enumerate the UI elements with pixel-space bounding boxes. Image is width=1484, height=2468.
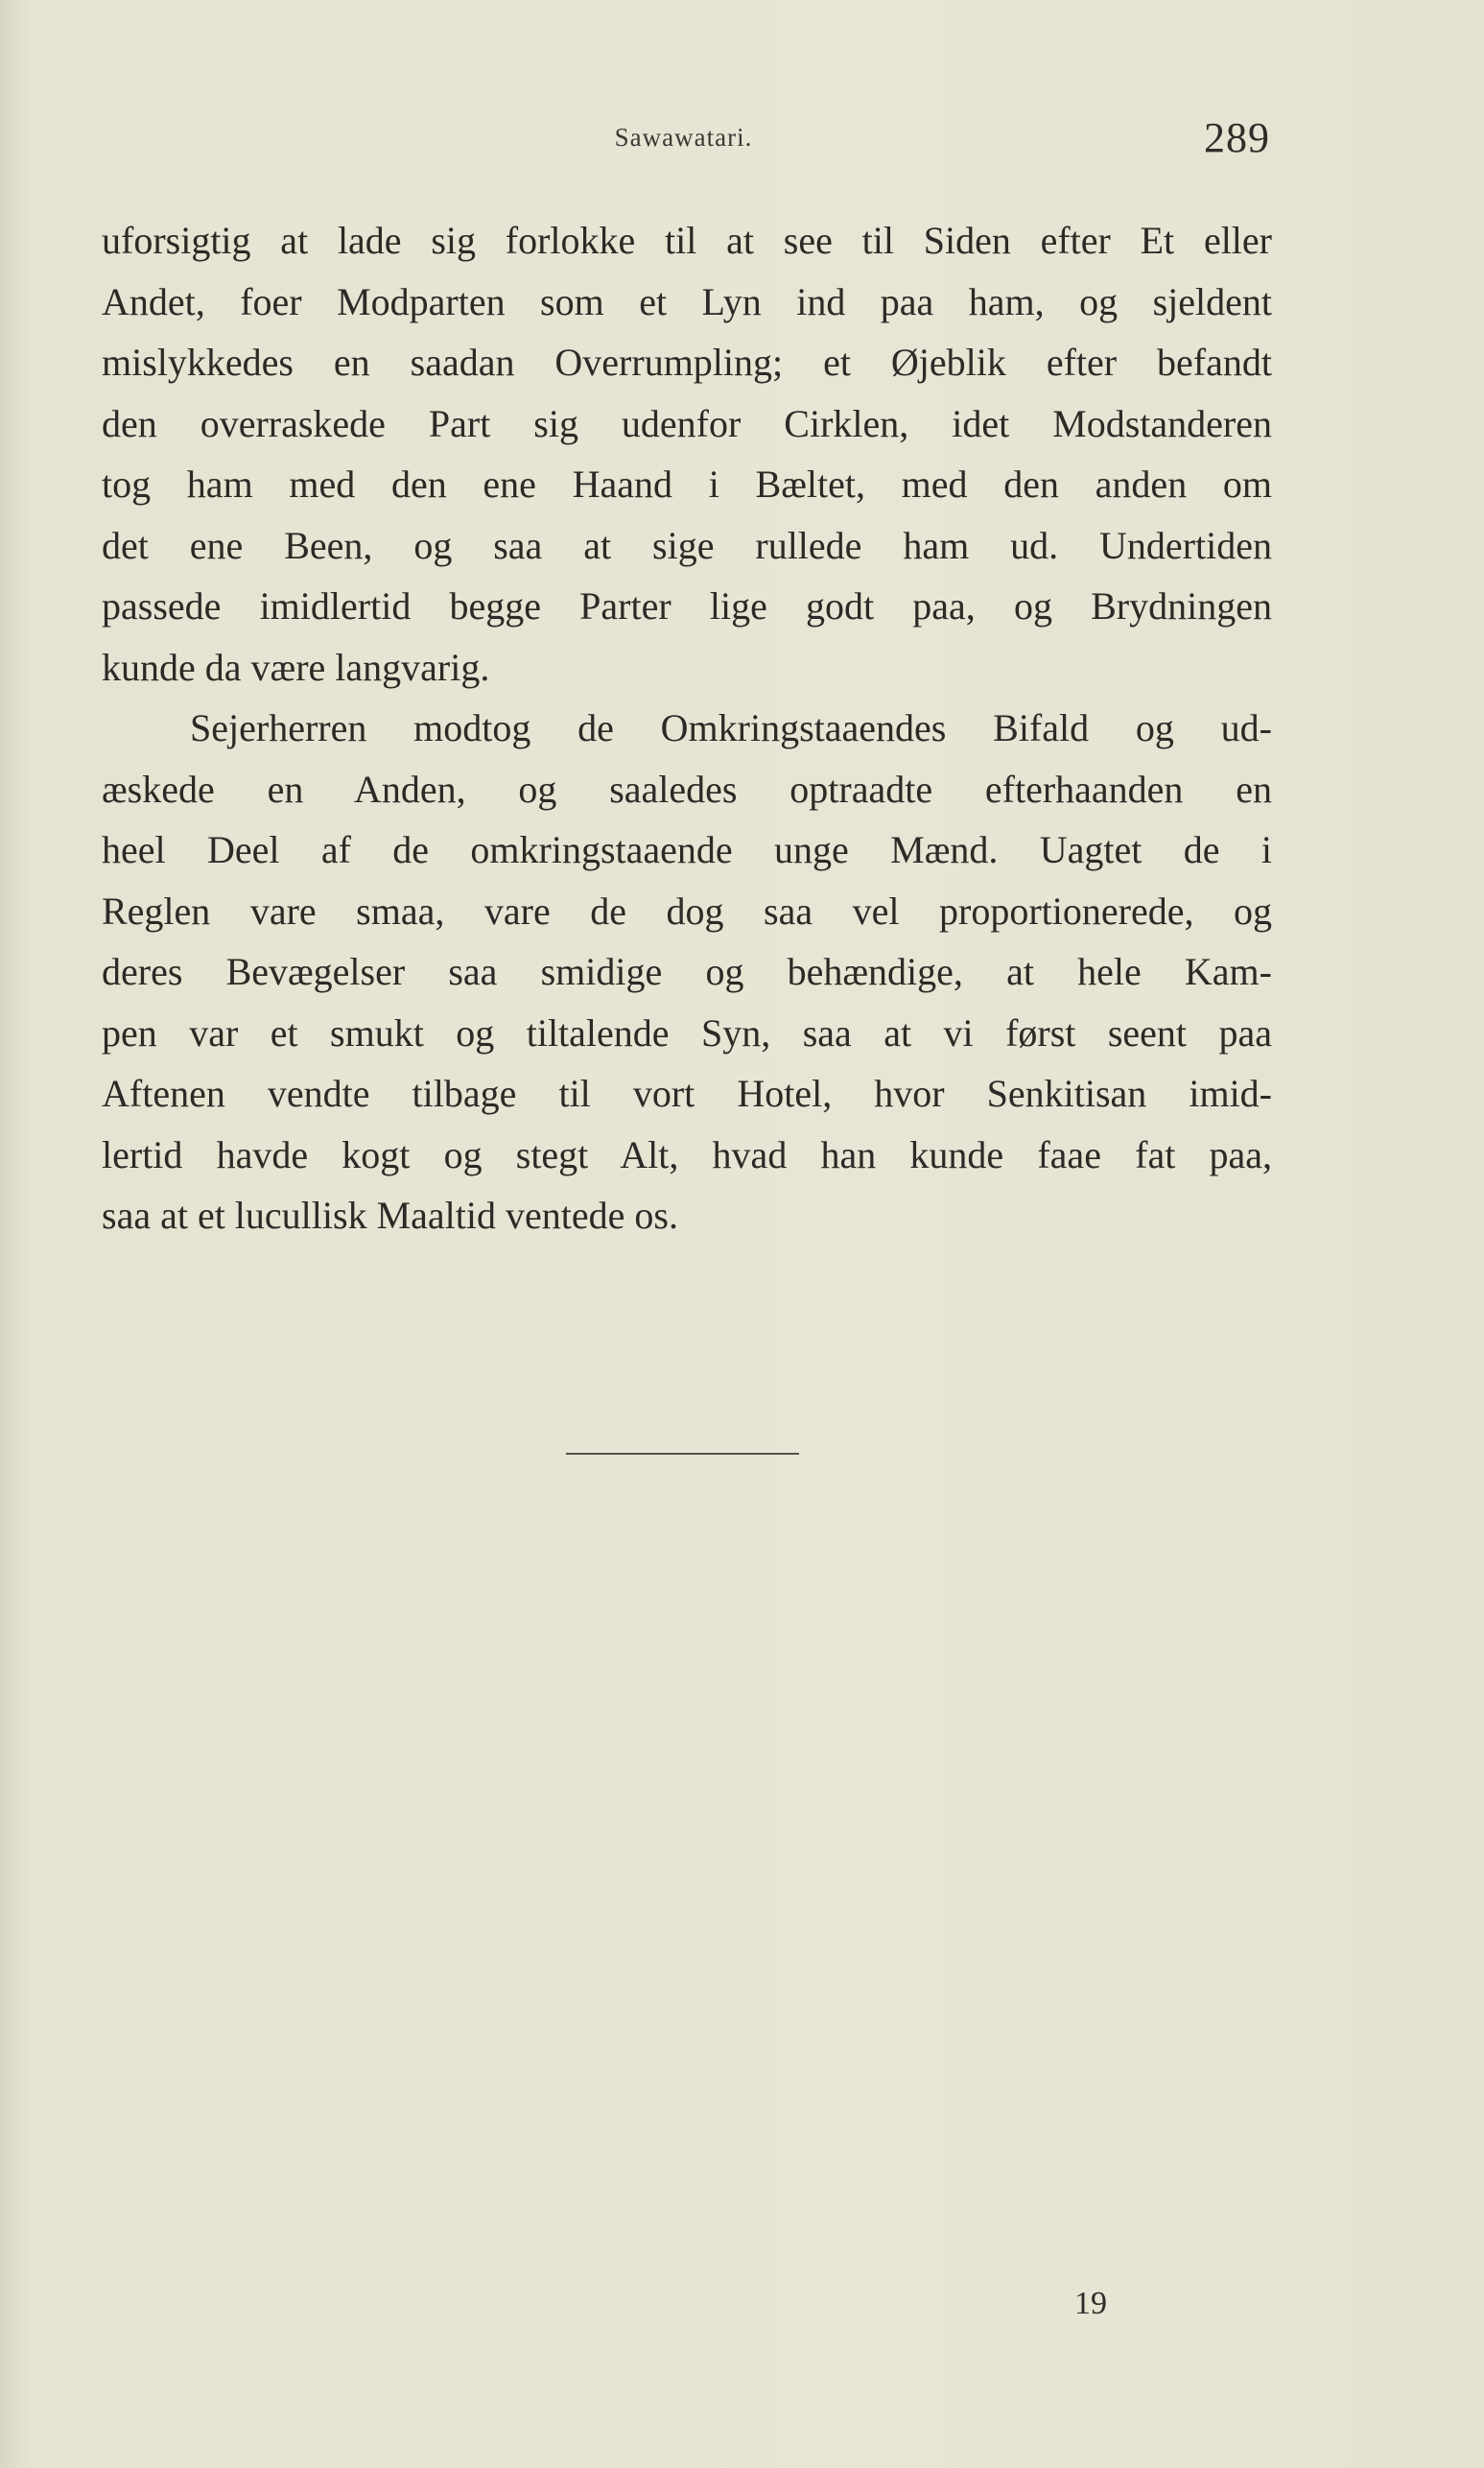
text-line: lertid havde kogt og stegt Alt, hvad han kunde faae fat paa, (102, 1132, 1272, 1176)
text-line: Andet, foer Modparten som et Lyn ind paa ham, og sjeldent (102, 279, 1272, 323)
paragraph-2 (102, 698, 1272, 1246)
text-line: uforsigtig at lade sig forlokke til at see til Siden efter Et eller (102, 219, 1272, 262)
body-text (102, 210, 1272, 1246)
section-divider (566, 1453, 799, 1455)
page-number: 289 (1204, 114, 1270, 161)
text-line: passede imidlertid begge Parter lige godt paa, og Brydningen (102, 584, 1272, 628)
text-line: deres Bevægelser saa smidige og behændige, at hele Kam- (102, 950, 1272, 993)
text-line: Aftenen vendte tilbage til vort Hotel, hvor Senkitisan imid- (102, 1072, 1272, 1115)
text-line: mislykkedes en saadan Overrumpling; et Øjeblik efter befandt (102, 341, 1272, 384)
text-line: heel Deel af de omkringstaaende unge Mænd. Uagtet de i (102, 828, 1272, 871)
running-title: Sawawatari. (614, 123, 753, 152)
text-line: saa at et lucullisk Maaltid ventede os. (102, 1194, 678, 1237)
text-line: Sejerherren modtog de Omkringstaaendes Bifald og ud- (190, 706, 1272, 749)
paragraph-1 (102, 210, 1272, 698)
text-line: det ene Been, og saa at sige rullede ham ud. Undertiden (102, 523, 1272, 567)
signature-mark: 19 (1074, 2286, 1107, 2321)
text-line: æskede en Anden, og saaledes optraadte efterhaanden en (102, 767, 1272, 811)
text-line: Reglen vare smaa, vare de dog saa vel proportionerede, og (102, 889, 1272, 933)
text-line: tog ham med den ene Haand i Bæltet, med den anden om (102, 463, 1272, 506)
text-line: pen var et smukt og tiltalende Syn, saa at vi først seent paa (102, 1010, 1272, 1055)
text-line: kunde da være langvarig. (102, 645, 490, 689)
text-line: den overraskede Part sig udenfor Cirklen, idet Modstanderen (102, 401, 1272, 445)
